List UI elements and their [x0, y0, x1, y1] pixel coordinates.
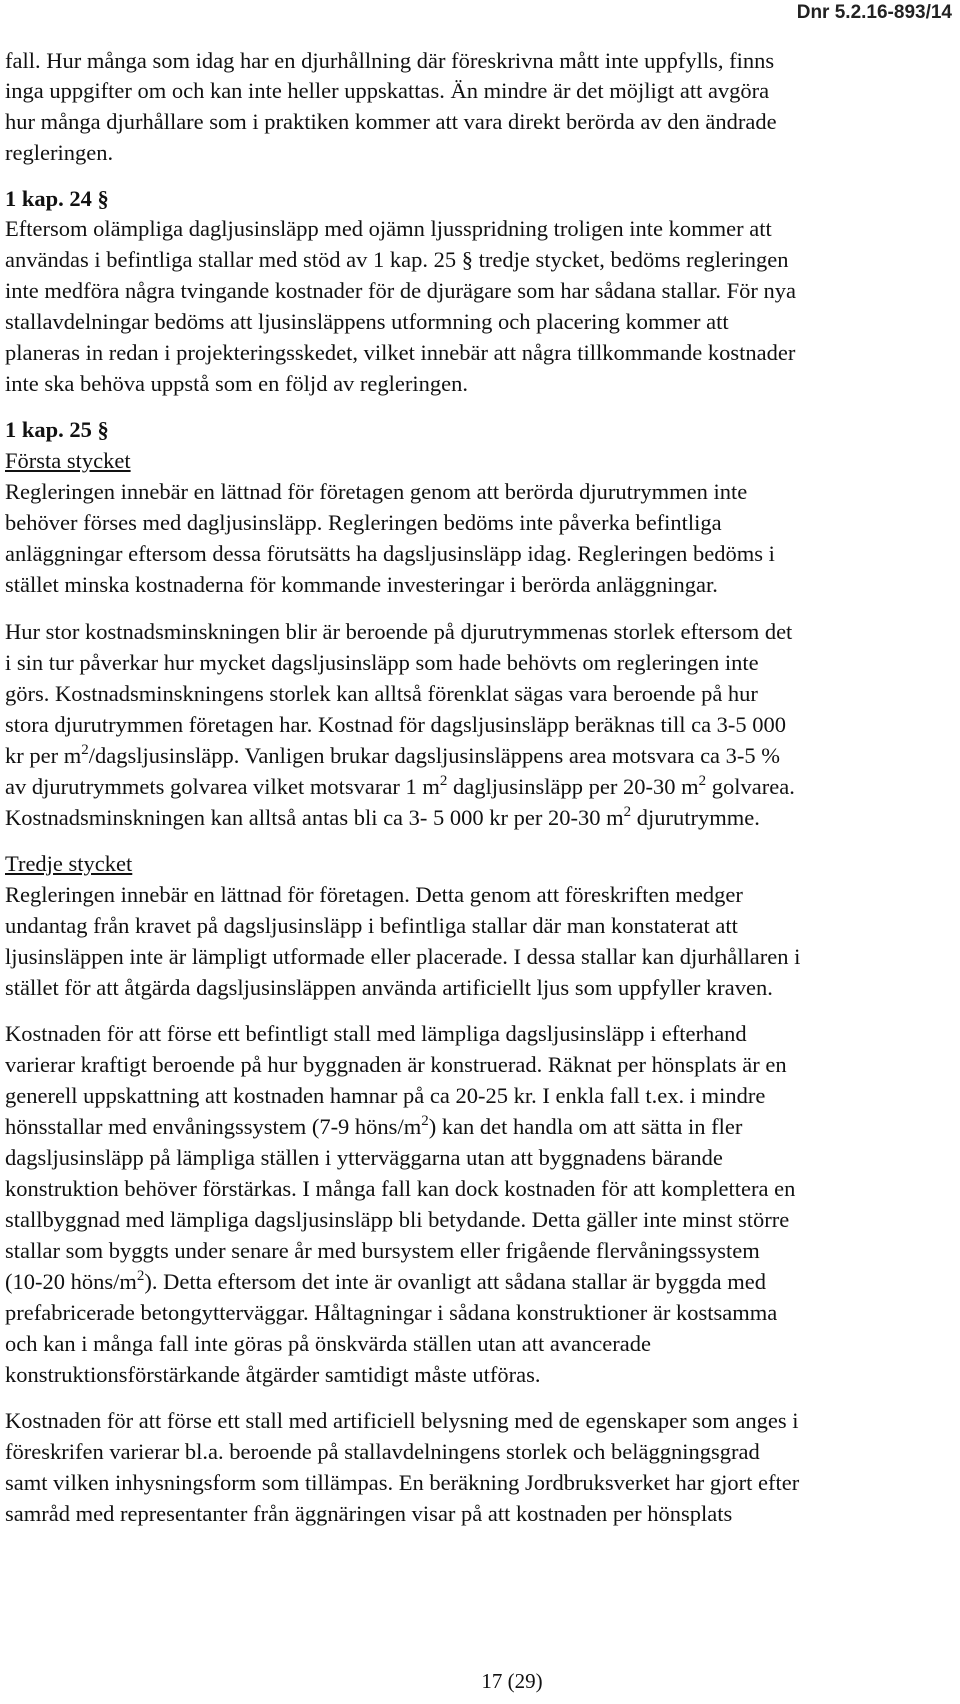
text-line: Kostnaden för att förse ett befintligt stall med lämpliga dagsljusinsläpp i efterhand	[5, 1021, 747, 1046]
text-line	[5, 184, 109, 214]
text-line: dagsljusinsläpp på lämpliga ställen i ytterväggarna utan att byggnadens bärande	[5, 1145, 723, 1170]
text-run: hönsstallar med envåningssystem (7-9 höns/m	[5, 1114, 422, 1139]
text-line: inga uppgifter om och kan inte heller uppskattas. Än mindre är det möjligt att avgöra	[5, 78, 770, 103]
text-line: ljusinsläppen inte är lämpligt utformade eller placerade. I dessa stallar kan djurhållaren i	[5, 944, 801, 969]
text-line: generell uppskattning att kostnaden hamnar på ca 20-25 kr. I enkla fall t.ex. i mindre	[5, 1083, 766, 1108]
text-run: (10-20 höns/m	[5, 1269, 137, 1294]
document-reference-number: Dnr 5.2.16-893/14	[796, 2, 952, 23]
text-line: stället minska kostnaderna för kommande investeringar i berörda anläggningar.	[5, 572, 718, 597]
text-line: konstruktion behöver förstärkas. I många fall kan dock kostnaden för att komplettera en	[5, 1176, 796, 1201]
text-line: stället för att åtgärda dagsljusinsläppen använda artificiellt ljus som uppfyller kraven.	[5, 975, 773, 1000]
text-line: föreskrifen varierar bl.a. beroende på stallavdelningens storlek och beläggningsgrad	[5, 1439, 760, 1464]
text-line: fall. Hur många som idag har en djurhållning där föreskrivna mått inte uppfylls, finns	[5, 48, 775, 73]
text-line: och kan i många fall inte göras på önskvärda ställen utan att avancerade	[5, 1331, 651, 1356]
text-line	[5, 772, 795, 802]
superscript: 2	[81, 742, 89, 758]
text-line: stora djurutrymmen företagen har. Kostnad för dagsljusinsläpp beräknas till ca 3-5 000	[5, 712, 787, 737]
text-line: Kostnaden för att förse ett stall med artificiell belysning med de egenskaper som anges i	[5, 1408, 799, 1433]
text-line: inte medföra några tvingande kostnader för de djurägare som har sådana stallar. För nya	[5, 278, 796, 303]
text-line: samt vilken inhysningsform som tillämpas. En beräkning Jordbruksverket har gjort efter	[5, 1470, 800, 1495]
text-line: prefabricerade betongytterväggar. Håltagningar i sådana konstruktioner är kostsamma	[5, 1300, 778, 1325]
text-line	[5, 1267, 766, 1297]
text-line: Regleringen innebär en lättnad för företagen. Detta genom att föreskriften medger	[5, 882, 743, 907]
paragraph-reference: 1 kap. 25 §	[5, 417, 109, 442]
text-line	[5, 741, 780, 771]
text-run: ) kan det handla om att sätta in fler	[428, 1114, 743, 1139]
text-run: dagljusinsläpp per 20-30 m	[447, 774, 699, 799]
text-line: varierar kraftigt beroende på hur byggnaden är konstruerad. Räknat per hönsplats är en	[5, 1052, 787, 1077]
text-line: undantag från kravet på dagsljusinsläpp i befintliga stallar där man konstaterat att	[5, 913, 738, 938]
text-line: Hur stor kostnadsminskningen blir är beroende på djurutrymmenas storlek eftersom det	[5, 619, 793, 644]
text-line: konstruktionsförstärkande åtgärder samtidigt måste utföras.	[5, 1362, 541, 1387]
text-run: djurutrymme.	[631, 805, 760, 830]
text-line	[5, 1112, 742, 1142]
text-line: hur många djurhållare som i praktiken kommer att vara direkt berörda av den ändrade	[5, 109, 777, 134]
text-line: användas i befintliga stallar med stöd av 1 kap. 25 § tredje stycket, bedöms regleringen	[5, 247, 789, 272]
text-run: ). Detta eftersom det inte är ovanligt att sådana stallar är byggda med	[144, 1269, 767, 1294]
text-line	[5, 803, 760, 833]
text-line: Regleringen innebär en lättnad för företagen genom att berörda djurutrymmen inte	[5, 479, 748, 504]
superscript: 2	[623, 804, 632, 820]
text-line: behöver förses med dagljusinsläpp. Regleringen bedöms inte påverka befintliga	[5, 510, 722, 535]
text-line	[5, 446, 131, 476]
text-line: görs. Kostnadsminskningens storlek kan alltså förenklat sägas vara beroende på hur	[5, 681, 758, 706]
text-line: Eftersom olämpliga dagljusinsläpp med ojämn ljusspridning troligen inte kommer att	[5, 216, 772, 241]
superscript: 2	[136, 1268, 145, 1284]
page-number: 17 (29)	[481, 1669, 543, 1693]
text-run: Kostnadsminskningen kan alltså antas bli ca 3- 5 000 kr per 20-30 m	[5, 805, 624, 830]
text-run: /dagsljusinsläpp. Vanligen brukar dagsljusinsläppens area motsvara ca 3-5 %	[88, 743, 781, 768]
text-run: av djurutrymmets golvarea vilket motsvarar 1 m	[5, 774, 440, 799]
text-line: planeras in redan i projekteringsskedet, vilket innebär att några tillkommande kostnader	[5, 340, 796, 365]
text-line: stallavdelningar bedöms att ljusinsläppens utformning och placering kommer att	[5, 309, 729, 334]
text-run: golvarea.	[706, 774, 795, 799]
section-heading: Tredje stycket	[5, 851, 133, 876]
text-line	[5, 415, 109, 445]
superscript: 2	[439, 773, 448, 789]
text-line: stallar som byggts under senare år med bursystem eller frigående flervåningssystem	[5, 1238, 760, 1263]
text-line: samråd med representanter från äggnäringen visar på att kostnaden per hönsplats	[5, 1501, 733, 1526]
text-line: regleringen.	[5, 140, 114, 165]
paragraph-reference: 1 kap. 24 §	[5, 186, 109, 211]
section-heading: Första stycket	[5, 448, 131, 473]
text-line: stallbyggnad med lämpliga dagsljusinsläpp bli betydande. Detta gäller inte minst större	[5, 1207, 790, 1232]
text-line: inte ska behöva uppstå som en följd av regleringen.	[5, 371, 468, 396]
text-line: anläggningar eftersom dessa förutsätts ha dagsljusinsläpp idag. Regleringen bedöms i	[5, 541, 775, 566]
text-run: kr per m	[5, 743, 82, 768]
text-line: i sin tur påverkar hur mycket dagsljusinsläpp som hade behövts om regleringen inte	[5, 650, 759, 675]
superscript: 2	[698, 773, 707, 789]
text-line	[5, 849, 132, 879]
superscript: 2	[421, 1113, 429, 1129]
